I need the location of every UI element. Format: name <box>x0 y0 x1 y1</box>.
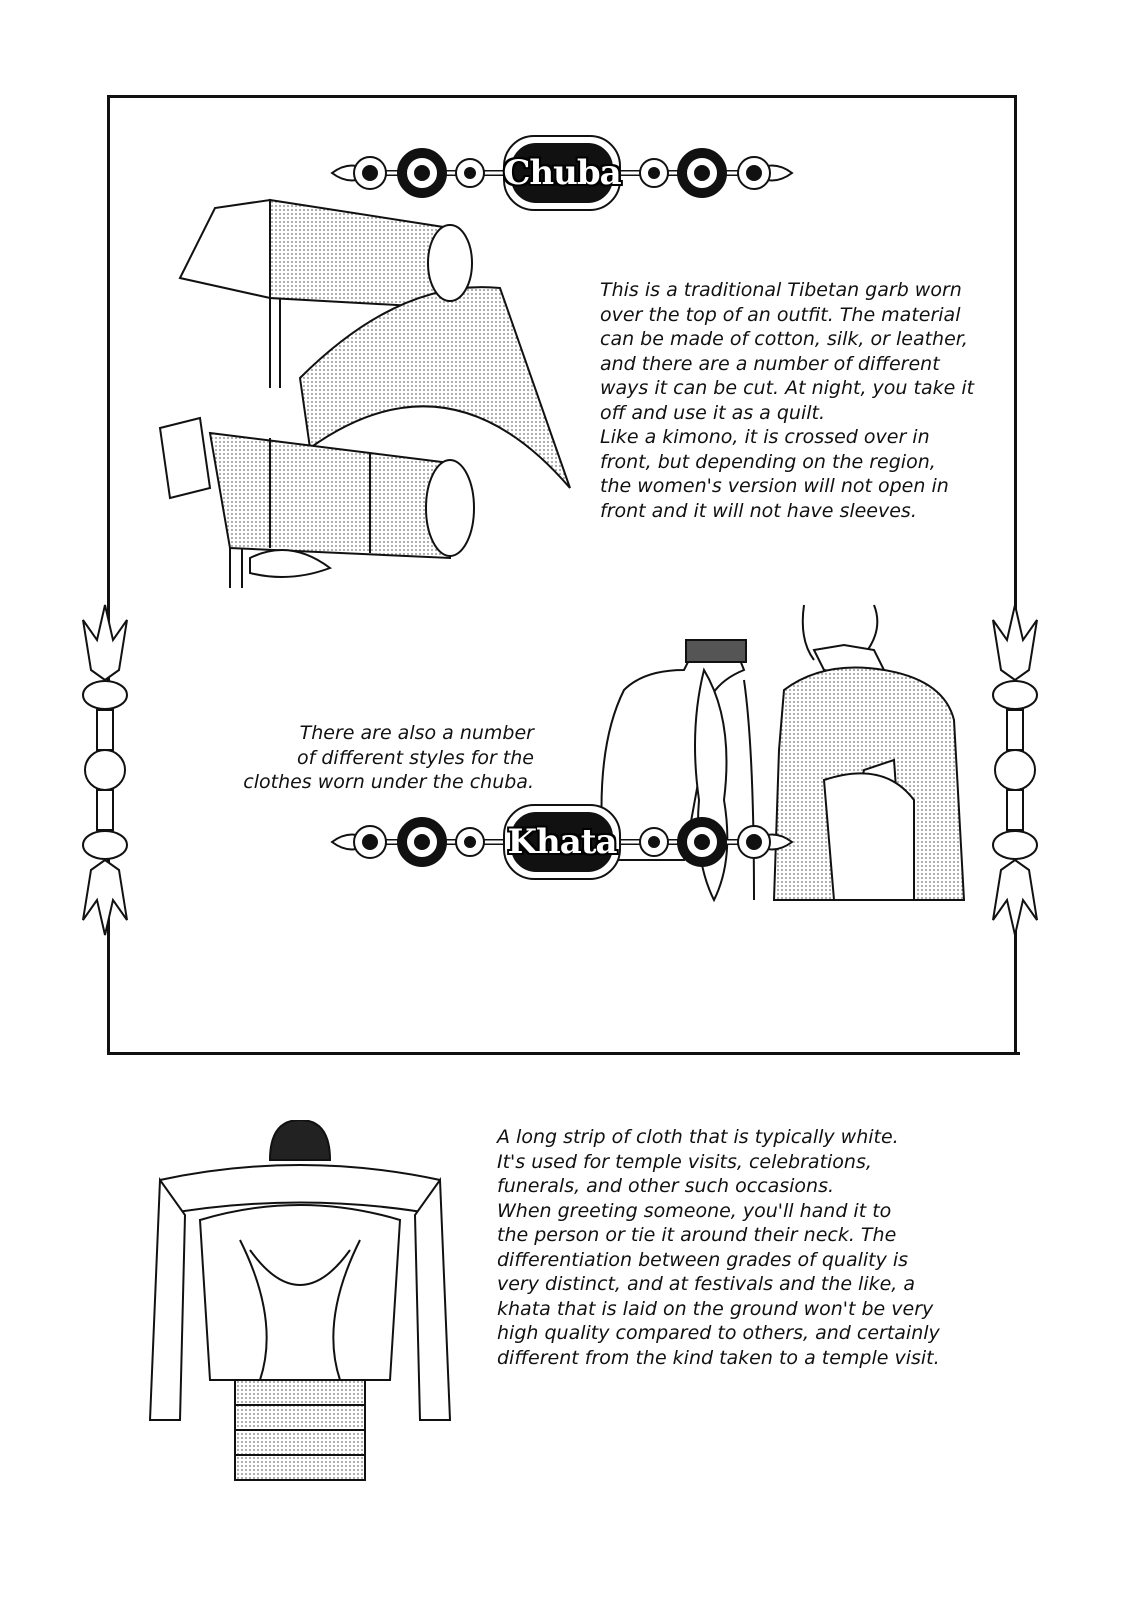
chuba-description-line: ways it can be cut. At night, you take it <box>600 377 975 399</box>
chuba-description-line: over the top of an outfit. The material <box>600 303 961 326</box>
khata-description-line: different from the kind taken to a temple visit. <box>497 1346 940 1369</box>
chuba-description-line: front, but depending on the region, <box>600 450 936 473</box>
frame-shadow <box>110 1052 1020 1055</box>
under-chuba-note-line: There are also a number <box>299 722 534 744</box>
khata-title-banner <box>322 797 802 887</box>
under-chuba-note <box>228 721 534 795</box>
khata-description-line: the person or tie it around their neck. The <box>497 1224 897 1246</box>
chuba-description <box>600 278 974 523</box>
khata-title: Khata <box>507 822 617 862</box>
vajra-ornament-left-icon <box>75 600 135 940</box>
chuba-description-line: can be made of cotton, silk, or leather, <box>600 328 968 350</box>
chuba-description-line: Like a kimono, it is crossed over in <box>600 426 930 448</box>
khata-description-line: high quality compared to others, and certainly <box>497 1322 940 1344</box>
khata-description-line: funerals, and other such occasions. <box>497 1175 835 1197</box>
under-chuba-note-line: of different styles for the <box>297 746 534 769</box>
khata-description-line: When greeting someone, you'll hand it to <box>497 1199 892 1222</box>
vajra-ornament-right-icon <box>985 600 1045 940</box>
chuba-description-line: the women's version will not open in <box>600 475 949 497</box>
khata-description-line: A long strip of cloth that is typically white. <box>497 1126 899 1148</box>
khata-description-line: It's used for temple visits, celebrations, <box>497 1150 872 1173</box>
khata-description-line: khata that is laid on the ground won't be very <box>497 1297 934 1320</box>
khata-figure-illustration <box>140 1120 460 1485</box>
chuba-description-line: and there are a number of different <box>600 352 940 375</box>
chuba-description-line: This is a traditional Tibetan garb worn <box>600 279 962 301</box>
khata-description <box>497 1125 940 1370</box>
chuba-description-line: front and it will not have sleeves. <box>600 499 917 522</box>
khata-description-line: differentiation between grades of quality is <box>497 1248 909 1271</box>
chuba-title: Chuba <box>503 153 621 193</box>
under-chuba-note-line: clothes worn under the chuba. <box>243 771 534 793</box>
chuba-sleeves-illustration <box>150 188 580 588</box>
khata-description-line: very distinct, and at festivals and the like, a <box>497 1273 916 1295</box>
chuba-description-line: off and use it as a quilt. <box>600 401 826 424</box>
